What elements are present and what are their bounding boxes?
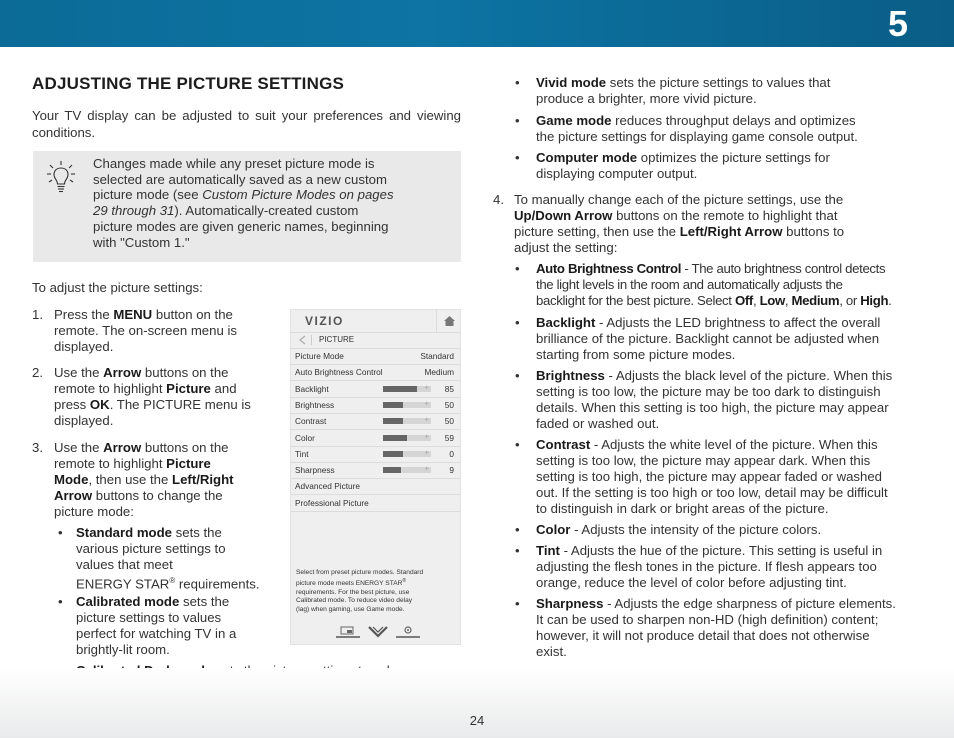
tv-row-label: Professional Picture: [295, 497, 369, 508]
plus-icon: +: [424, 382, 429, 392]
step-line: picture setting, then use the Left/Right Arrow buttons to: [514, 224, 845, 239]
picture-size-icon[interactable]: [336, 625, 360, 638]
tip-line: with "Custom 1.": [93, 234, 190, 250]
bullet-line: setting is too low, the picture may be too dark to distinguish: [536, 384, 881, 399]
intro-paragraph: Your TV display can be adjusted to suit your preferences and viewing conditions.: [32, 108, 461, 140]
step-number: 3.: [32, 440, 43, 455]
minus-icon: −: [384, 464, 389, 472]
bullet-dot: •: [515, 437, 520, 452]
tip-line: [93, 187, 448, 203]
bullet-line: Brightness - Adjusts the black level of the picture. When this: [536, 368, 893, 383]
tip-box: [33, 151, 461, 262]
tv-menu-row[interactable]: [291, 430, 460, 447]
tv-menu-description: [296, 569, 456, 614]
tv-row-label: Tint: [295, 448, 309, 459]
tv-row-label: Advanced Picture: [295, 481, 361, 492]
step-line: remote. The on-screen menu is: [54, 323, 238, 338]
minus-icon: −: [384, 431, 389, 439]
bullet-line: details. When this setting is too high, the picture may appear: [536, 400, 889, 415]
tv-row-label: Color: [295, 432, 315, 443]
bullet-dot: •: [515, 315, 520, 330]
tip-line: [93, 203, 448, 219]
gear-icon[interactable]: [396, 625, 420, 638]
lightbulb-icon: [46, 160, 76, 196]
slider-fill: [383, 386, 417, 392]
description-line: Select from preset picture modes. Standard: [296, 569, 424, 576]
tv-row-label: Auto Brightness Control: [295, 367, 383, 378]
bullet-line: setting is too low, the picture may appear dark. When this: [536, 453, 871, 468]
step-number: 1.: [32, 307, 43, 322]
bullet-line: produce a brighter, more vivid picture.: [536, 91, 757, 106]
bullet-dot: •: [515, 596, 520, 611]
minus-icon: −: [384, 382, 389, 390]
bullet-line: faded or washed out.: [536, 416, 660, 431]
plus-icon: +: [424, 431, 429, 441]
tv-row-slider[interactable]: [383, 415, 431, 425]
step-line: Press the MENU button on the: [54, 307, 233, 322]
tv-menu-row[interactable]: [291, 381, 460, 398]
tv-menu-row[interactable]: [291, 462, 460, 479]
bullet-line: Auto Brightness Control - The auto brightness control detects: [536, 261, 886, 276]
chapter-number: 5: [887, 3, 908, 44]
plus-icon: +: [424, 415, 429, 425]
tip-line: selected are automatically saved as a new custom: [93, 171, 387, 187]
tv-row-slider[interactable]: [383, 398, 431, 408]
bullet-dot: •: [515, 150, 520, 165]
bullet-line: Vivid mode sets the picture settings to values that: [536, 75, 831, 90]
step-line: displayed.: [54, 413, 114, 428]
step-line: remote to highlight Picture and: [54, 381, 237, 396]
bullet-line: orange, reduce the level of color before adjusting tint.: [536, 575, 847, 590]
bullet-line: perfect for watching TV in a: [76, 626, 237, 641]
tv-row-value: 0: [449, 448, 454, 459]
back-arrow-icon[interactable]: [297, 335, 312, 345]
bullet-line: the picture settings for displaying game console output.: [536, 129, 858, 144]
tv-menu-topbar: [291, 310, 460, 333]
tv-row-slider[interactable]: [383, 431, 431, 441]
tv-row-value: 50: [444, 399, 454, 410]
minus-icon: −: [384, 415, 389, 423]
tv-row-value: 85: [444, 383, 454, 394]
step-line: To manually change each of the picture settings, use the: [514, 192, 844, 207]
bullet-line: setting is too high, the picture may appear faded or washed: [536, 469, 883, 484]
bullet-line: Color - Adjusts the intensity of the picture colors.: [536, 522, 822, 537]
step-line: picture mode:: [54, 504, 134, 519]
bullet-line: Backlight - Adjusts the LED brightness to affect the overall: [536, 315, 881, 330]
bullet-line: various picture settings to: [76, 541, 226, 556]
bullet-line: Tint - Adjusts the hue of the picture. This setting is useful in: [536, 543, 883, 558]
step-line: Up/Down Arrow buttons on the remote to highlight that: [514, 208, 838, 223]
page-number: 24: [469, 713, 485, 728]
tv-menu-row[interactable]: [291, 495, 460, 512]
bullet-dot: •: [515, 261, 520, 276]
step-line: Use the Arrow buttons on the: [54, 440, 229, 455]
to-adjust-label: To adjust the picture settings:: [32, 280, 203, 295]
tv-row-value: Standard: [420, 351, 454, 361]
step-line: press OK. The PICTURE menu is: [54, 397, 251, 412]
bullet-line: picture settings to values: [76, 610, 222, 625]
bullet-line: brightly-lit room.: [76, 642, 170, 657]
bullet-line: Contrast - Adjusts the white level of the picture. When this: [536, 437, 878, 452]
bullet-line: brilliance of the picture. Backlight cannot be adjusted when: [536, 331, 880, 346]
bullet-line: It can be used to sharpen non-HD (high definition) content;: [536, 612, 879, 627]
plus-icon: +: [424, 398, 429, 408]
step-line: Mode, then use the Left/Right: [54, 472, 234, 487]
tv-row-label: Sharpness: [295, 465, 335, 476]
chapter-header: [0, 0, 954, 47]
tv-row-label: Contrast: [295, 416, 327, 427]
tv-menu-row[interactable]: [291, 397, 460, 414]
bullet-dot: •: [515, 522, 520, 537]
plus-icon: +: [424, 447, 429, 457]
minus-icon: −: [384, 398, 389, 406]
tv-row-slider[interactable]: [383, 447, 431, 457]
tv-picture-menu: [290, 309, 461, 645]
bullet-dot: •: [515, 368, 520, 383]
description-line: (lag) when gaming, use Game mode.: [296, 605, 405, 613]
bullet-dot: •: [515, 543, 520, 558]
plus-icon: +: [424, 464, 429, 474]
bullet-line: however, it will not produce detail that does not otherwise: [536, 628, 870, 643]
minus-icon: −: [384, 447, 389, 455]
step-number: 2.: [32, 365, 43, 380]
tv-row-slider[interactable]: [383, 382, 431, 392]
vizio-v-icon[interactable]: [366, 625, 390, 638]
section-title: ADJUSTING THE PICTURE SETTINGS: [32, 74, 345, 93]
bullet-line: to distinguish in dark or bright areas of the picture.: [536, 501, 829, 516]
bullet-dot: •: [58, 594, 63, 609]
tv-menu-row[interactable]: [291, 348, 460, 365]
tip-text-run: picture mode (see: [93, 187, 203, 203]
tip-text-run: ). Automatically-created custom: [174, 203, 359, 219]
bullet-line: Calibrated mode sets the: [76, 594, 230, 609]
tv-row-value: 50: [444, 416, 454, 427]
tip-cross-reference: 29 through 31: [93, 203, 175, 219]
bullet-line: adjusting the flesh tones in the picture. If flesh appears too: [536, 559, 877, 574]
description-line: Calibrated mode. To reduce video delay: [296, 597, 413, 605]
step-number: 4.: [493, 192, 504, 207]
tv-menu-row[interactable]: [291, 364, 460, 381]
bullet-line: exist.: [536, 644, 567, 659]
tv-menu-title-bar: [291, 332, 460, 349]
tip-line: picture modes are given generic names, beginning: [93, 218, 389, 234]
description-line: requirements. For the best picture, use: [296, 589, 410, 596]
step-line: remote to highlight Picture: [54, 456, 211, 471]
tv-row-label: Backlight: [295, 383, 329, 394]
bullet-line: displaying computer output.: [536, 166, 698, 181]
tip-line: Changes made while any preset picture mode is: [93, 156, 375, 171]
bullet-line: out. If the setting is too high or too low, detail may be difficult: [536, 485, 888, 500]
bullet-line: starting from some picture modes.: [536, 347, 736, 362]
bullet-line: backlight for the best picture. Select Off, Low, Medium, or High.: [536, 293, 892, 308]
tv-row-slider[interactable]: [383, 464, 431, 474]
tv-menu-row[interactable]: [291, 478, 460, 495]
description-line: picture mode meets ENERGY STAR®: [296, 578, 407, 588]
tip-cross-reference: Custom Picture Modes on pages: [202, 187, 394, 203]
bullet-dot: •: [58, 525, 63, 540]
tv-row-value: Medium: [424, 367, 454, 378]
bullet-line: the light levels in the room and automatically adjusts the: [536, 277, 843, 292]
tv-row-label: Brightness: [295, 399, 335, 410]
tv-menu-row[interactable]: [291, 413, 460, 430]
tv-menu-title: PICTURE: [319, 335, 355, 344]
tv-menu-bottom-icons: [336, 625, 420, 638]
tip-text: [93, 156, 448, 250]
bullet-line: Computer mode optimizes the picture settings for: [536, 150, 830, 165]
tv-menu-row[interactable]: [291, 446, 460, 463]
bullet-line: Sharpness - Adjusts the edge sharpness of picture elements.: [536, 596, 896, 611]
tv-row-value: 59: [444, 432, 454, 443]
bullet-line: Standard mode sets the: [76, 525, 222, 540]
step-line: adjust the setting:: [514, 240, 618, 255]
step-line: Arrow buttons to change the: [54, 488, 223, 503]
step-line: displayed.: [54, 339, 114, 354]
vizio-logo: VIZIO: [305, 314, 344, 328]
tv-row-label: Picture Mode: [295, 351, 344, 361]
step-line: Use the Arrow buttons on the: [54, 365, 229, 380]
bullet-dot: •: [515, 113, 520, 128]
bullet-line: ENERGY STAR® requirements.: [76, 576, 260, 592]
home-icon[interactable]: [436, 310, 462, 332]
tv-row-value: 9: [449, 465, 454, 476]
bullet-line: values that meet: [76, 557, 173, 572]
bullet-line: Game mode reduces throughput delays and optimizes: [536, 113, 856, 128]
bullet-dot: •: [515, 75, 520, 90]
